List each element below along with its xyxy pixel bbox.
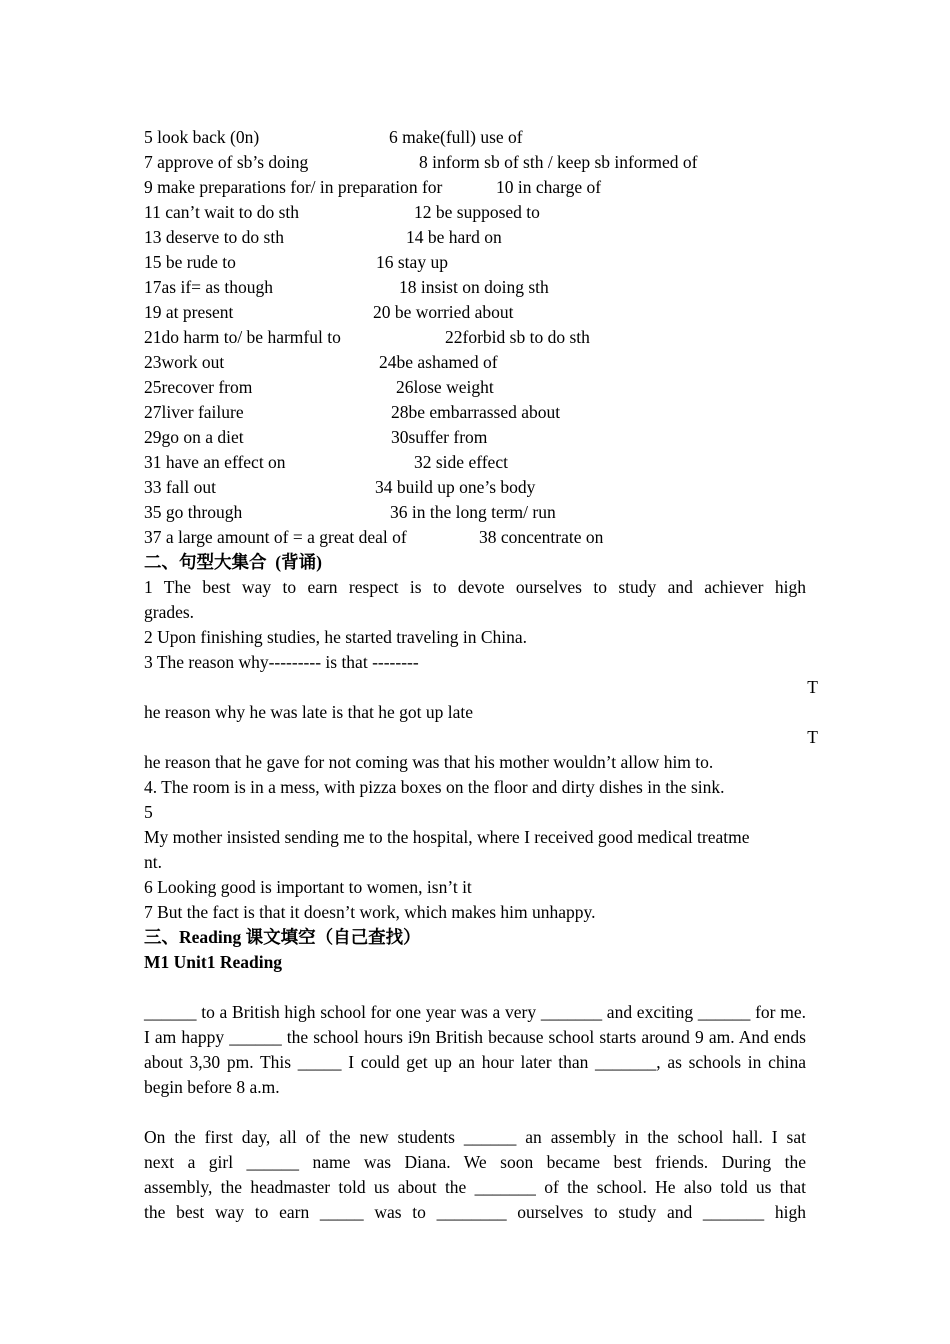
- blank-line: [144, 1100, 806, 1125]
- phrase-left: 13 deserve to do sth: [144, 227, 284, 247]
- phrase-row: [144, 175, 806, 200]
- phrase-right: 20 be worried about: [373, 302, 514, 322]
- phrase-left: 5 look back (0n): [144, 127, 260, 147]
- phrase-row: [144, 225, 806, 250]
- phrase-right: 30suffer from: [391, 427, 488, 447]
- phrase-left: 33 fall out: [144, 477, 216, 497]
- phrase-row: [144, 300, 806, 325]
- phrase-left: 37 a large amount of = a great deal of: [144, 527, 407, 547]
- phrase-right: 28be embarrassed about: [391, 402, 561, 422]
- phrase-left: 19 at present: [144, 302, 234, 322]
- phrase-left: 21do harm to/ be harmful to: [144, 327, 341, 347]
- phrase-list: [144, 125, 806, 550]
- phrase-left: 25recover from: [144, 377, 253, 397]
- sentence-3-example-b: he reason that he gave for not coming was that his mother wouldn’t allow him to.: [144, 752, 714, 772]
- phrase-right: 12 be supposed to: [414, 202, 540, 222]
- phrase-right: 16 stay up: [376, 252, 448, 272]
- phrase-right: 26lose weight: [396, 377, 494, 397]
- blank-line: [144, 975, 806, 1000]
- reading-subheading: M1 Unit1 Reading: [144, 952, 283, 972]
- phrase-left: 29go on a diet: [144, 427, 244, 447]
- phrase-row: [144, 125, 806, 150]
- phrase-row: [144, 375, 806, 400]
- sentence-1-line-2: grades.: [144, 602, 195, 622]
- phrase-left: 35 go through: [144, 502, 243, 522]
- sentence-1-line-1: 1 The best way to earn respect is to devote ourselves to study and achiever high: [144, 577, 806, 597]
- sentence-3-t-fragment-2: T: [807, 727, 818, 747]
- phrase-right: 36 in the long term/ run: [390, 502, 556, 522]
- sentence-4: 4. The room is in a mess, with pizza boxes on the floor and dirty dishes in the sink.: [144, 777, 725, 797]
- phrase-row: [144, 350, 806, 375]
- reading-paragraph-1: ______ to a British high school for one year was a very _______ and exciting ______ for me. I am happy ______ the school hours i9n British because school starts around 9 am. And ends about 3,30 pm. This _____ I could get up an hour later than _______, as schools in china begin before 8 a.m.: [144, 1002, 806, 1097]
- sentence-2: 2 Upon finishing studies, he started traveling in China.: [144, 627, 528, 647]
- reading-paragraph-2-line-1: On the first day, all of the new students ______ an assembly in the school hall. I sat: [144, 1127, 806, 1147]
- phrase-right: 34 build up one’s body: [375, 477, 536, 497]
- section-2-heading: 二、句型大集合 (背诵): [144, 552, 322, 572]
- sentence-5-line-1: My mother insisted sending me to the hospital, where I received good medical treatme: [144, 827, 750, 847]
- phrase-right: 14 be hard on: [406, 227, 502, 247]
- phrase-left: 17as if= as though: [144, 277, 273, 297]
- phrase-right: 6 make(full) use of: [389, 127, 523, 147]
- phrase-left: 23work out: [144, 352, 225, 372]
- phrase-row: [144, 200, 806, 225]
- sentence-7: 7 But the fact is that it doesn’t work, which makes him unhappy.: [144, 902, 596, 922]
- phrase-row: [144, 250, 806, 275]
- phrase-right: 8 inform sb of sth / keep sb informed of: [419, 152, 698, 172]
- reading-paragraph-2-line-2: next a girl ______ name was Diana. We soon became best friends. During the: [144, 1152, 806, 1172]
- phrase-right: 32 side effect: [414, 452, 508, 472]
- phrase-row: [144, 450, 806, 475]
- phrase-row: [144, 500, 806, 525]
- phrase-left: 9 make preparations for/ in preparation for: [144, 177, 443, 197]
- sentence-3-t-fragment-1: T: [807, 677, 818, 697]
- reading-paragraph-2-line-4: the best way to earn _____ was to ________ ourselves to study and _______ high: [144, 1202, 806, 1222]
- sentence-3-example-a: he reason why he was late is that he got up late: [144, 702, 473, 722]
- phrase-row: [144, 325, 806, 350]
- sentence-3: 3 The reason why--------- is that --------: [144, 652, 419, 672]
- phrase-row: [144, 150, 806, 175]
- phrase-row: [144, 425, 806, 450]
- phrase-left: 11 can’t wait to do sth: [144, 202, 300, 222]
- sentence-6: 6 Looking good is important to women, isn’t it: [144, 877, 472, 897]
- phrase-right: 22forbid sb to do sth: [445, 327, 590, 347]
- phrase-row: [144, 525, 806, 550]
- phrase-left: 7 approve of sb’s doing: [144, 152, 309, 172]
- phrase-right: 18 insist on doing sth: [399, 277, 549, 297]
- phrase-right: 24be ashamed of: [379, 352, 498, 372]
- phrase-left: 27liver failure: [144, 402, 244, 422]
- phrase-right: 10 in charge of: [496, 177, 602, 197]
- section-3-heading: 三、Reading 课文填空（自己查找）: [144, 927, 421, 947]
- document-page: [144, 125, 818, 1225]
- phrase-left: 15 be rude to: [144, 252, 236, 272]
- phrase-left: 31 have an effect on: [144, 452, 286, 472]
- phrase-row: [144, 475, 806, 500]
- sentence-5-line-2: nt.: [144, 852, 162, 872]
- phrase-row: [144, 275, 806, 300]
- reading-paragraph-2-line-3: assembly, the headmaster told us about the _______ of the school. He also told us that: [144, 1177, 806, 1197]
- phrase-row: [144, 400, 806, 425]
- sentence-5-number: 5: [144, 802, 153, 822]
- phrase-right: 38 concentrate on: [479, 527, 604, 547]
